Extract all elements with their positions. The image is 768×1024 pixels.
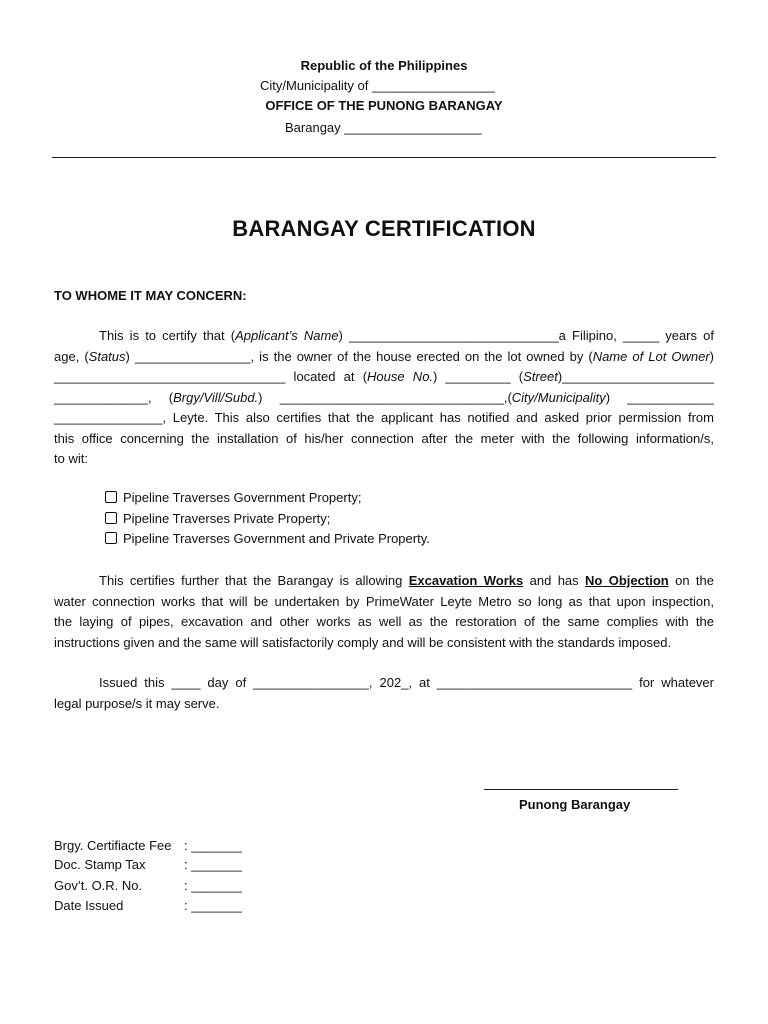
header-divider xyxy=(52,157,716,158)
para1-line-3: ________________________________ located at (House No.) _________ (Street)_____________________ xyxy=(54,369,714,384)
para1-line-1: This is to certify that (Applicant’s Name) _____________________________a Filipino, _____ years of xyxy=(99,328,714,343)
fee-label-or-no: Gov’t. O.R. No. xyxy=(54,878,143,893)
para2-line-4: instructions given and the same will satisfactorily comply and will be consistent with the standards imposed. xyxy=(54,634,672,650)
fee-label-certificate: Brgy. Certifiacte Fee xyxy=(54,838,172,853)
fee-label-doc-stamp: Doc. Stamp Tax xyxy=(54,857,146,872)
fee-value-or-no: : _______ xyxy=(184,878,242,893)
fee-label-date-issued: Date Issued xyxy=(54,898,124,913)
signature-line xyxy=(484,789,678,790)
excavation-paragraph xyxy=(54,571,714,653)
office-heading: OFFICE OF THE PUNONG BARANGAY xyxy=(265,98,503,113)
republic-heading: Republic of the Philippines xyxy=(300,58,468,73)
signature-label: Punong Barangay xyxy=(519,797,631,812)
certification-paragraph xyxy=(54,326,714,470)
option-label: Pipeline Traverses Government and Private Property. xyxy=(123,531,430,546)
issued-paragraph xyxy=(54,673,714,714)
salutation: TO WHOME IT MAY CONCERN: xyxy=(54,288,247,303)
checkbox-icon[interactable] xyxy=(105,532,117,544)
option-label: Pipeline Traverses Private Property; xyxy=(123,511,331,526)
para2-line-2: water connection works that will be undertaken by PrimeWater Leyte Metro so long as that upon inspection, xyxy=(54,593,714,609)
fee-value-certificate: : _______ xyxy=(184,838,242,853)
checkbox-icon[interactable] xyxy=(105,512,117,524)
para3-line-2: legal purpose/s it may serve. xyxy=(54,695,220,711)
barangay-line: Barangay ___________________ xyxy=(285,120,482,135)
para1-line-4: _____________, (Brgy/Vill/Subd.) _______________________________,(City/Municipality) ____________ xyxy=(54,389,714,405)
para3-line-1: Issued this ____ day of ________________, 202_, at ___________________________ for whatever xyxy=(99,675,714,690)
city-line: City/Municipality of _________________ xyxy=(260,78,495,93)
no-objection-emphasis: No Objection xyxy=(585,573,669,588)
option-government-property[interactable] xyxy=(105,490,361,505)
para1-line-2: age, (Status) ________________, is the owner of the house erected on the lot owned by (Name of Lot Owner) xyxy=(54,348,714,364)
document-title: BARANGAY CERTIFICATION xyxy=(232,216,536,241)
para1-line-5: _______________, Leyte. This also certifies that the applicant has notified and asked prior permission from xyxy=(54,410,714,425)
checkbox-icon[interactable] xyxy=(105,491,117,503)
para1-line-7: to wit: xyxy=(54,451,88,466)
fee-value-date-issued: : _______ xyxy=(184,898,242,913)
fee-value-doc-stamp: : _______ xyxy=(184,857,242,872)
option-private-property[interactable] xyxy=(105,511,330,526)
option-label: Pipeline Traverses Government Property; xyxy=(123,490,362,505)
para1-line-6: this office concerning the installation of his/her connection after the meter with the following information/s, xyxy=(54,430,714,446)
para2-line-3: the laying of pipes, excavation and other works as well as the restoration of the same complies with the xyxy=(54,614,714,629)
excavation-works-emphasis: Excavation Works xyxy=(408,573,524,588)
option-government-and-private-property[interactable] xyxy=(105,531,430,546)
para2-line-1: This certifies further that the Barangay is allowing Excavation Works and has No Objection on the xyxy=(99,573,715,588)
